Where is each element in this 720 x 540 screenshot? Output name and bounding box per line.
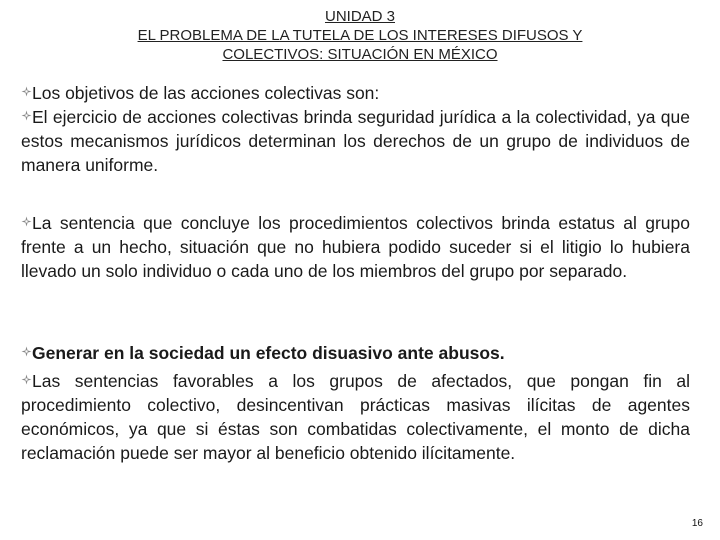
title-line-1: UNIDAD 3 xyxy=(324,8,395,25)
paragraph-text: Los objetivos de las acciones colectivas son: xyxy=(32,83,380,103)
paragraph-deterrent-effect xyxy=(21,339,690,365)
paragraph-objectives-intro xyxy=(21,79,690,105)
ornamental-bullet-icon xyxy=(21,209,32,220)
paragraph-text: Generar en la sociedad un efecto disuasivo ante abusos. xyxy=(32,343,505,363)
ornamental-bullet-icon xyxy=(21,103,32,114)
ornamental-bullet-icon xyxy=(21,79,32,90)
ornamental-bullet-icon xyxy=(21,339,32,350)
paragraph-text: Las sentencias favorables a los grupos de afectados, que pongan fin al procedimiento colectivo, desincentivan prácticas masivas ilícitas de agentes económicos, ya que si éstas son combatidas colectivamente, el monto de dicha reclamación puede ser mayor al beneficio obtenido ilícitamente. xyxy=(21,371,690,463)
slide-title xyxy=(60,7,660,64)
paragraph-legal-certainty xyxy=(21,103,690,177)
ornamental-bullet-icon xyxy=(21,367,32,378)
paragraph-text: El ejercicio de acciones colectivas brinda seguridad jurídica a la colectividad, ya que estos mecanismos jurídicos determinan los derechos de un grupo de individuos de manera uniforme. xyxy=(21,107,690,175)
title-line-2: EL PROBLEMA DE LA TUTELA DE LOS INTERESES DIFUSOS Y xyxy=(137,27,583,44)
page-number: 16 xyxy=(691,518,703,529)
paragraph-favorable-rulings xyxy=(21,367,690,465)
paragraph-text: La sentencia que concluye los procedimientos colectivos brinda estatus al grupo frente a un hecho, situación que no hubiera podido suceder si el litigio lo hubiera llevado un solo individuo o cada uno de los miembros del grupo por separado. xyxy=(21,213,690,281)
paragraph-group-status xyxy=(21,209,690,283)
title-line-3: COLECTIVOS: SITUACIÓN EN MÉXICO xyxy=(222,46,498,63)
